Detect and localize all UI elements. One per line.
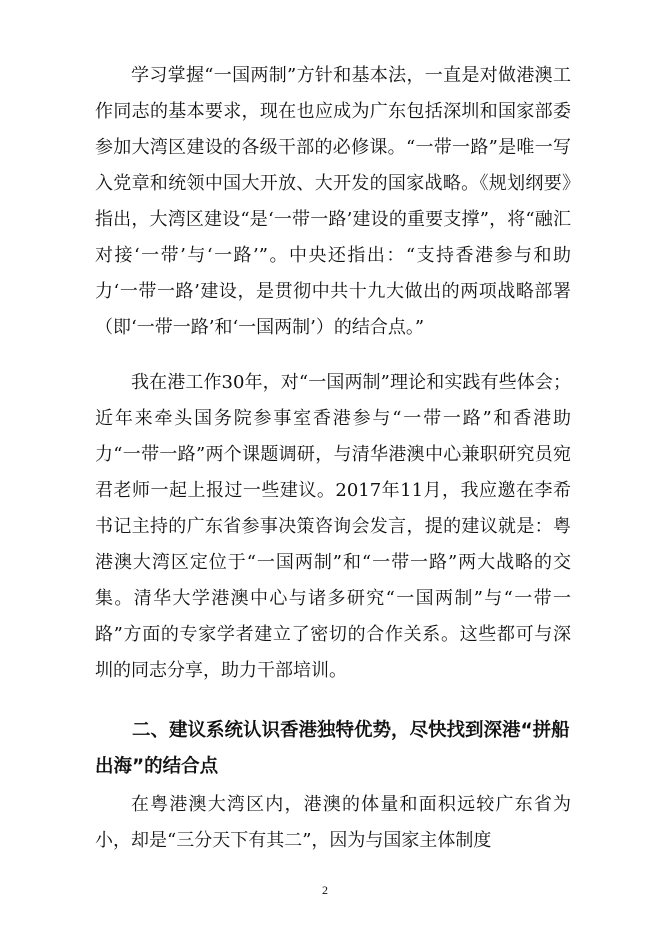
- paragraph-text: 我在港工作30年，对“一国两制”理论和实践有些体会；近年来牵头国务院参事室香港参与“一带一路”和香港助力“一带一路”两个课题调研，与清华港澳中心兼职研究员宛君老师一起上报过一些建议。2017年11月，我应邀在李希书记主持的广东省参事决策咨询会发言，提的建议就是：粤港澳大湾区定位于“一国两制”和“一带一路”两大战略的交集。清华大学港澳中心与诸多研究“一国两制”与“一带一路”方面的专家学者建立了密切的合作关系。这些都可与深圳的同志分享，助力干部培训。: [95, 372, 571, 681]
- page-number: 2: [322, 883, 328, 897]
- paragraph-1: [95, 58, 571, 346]
- paragraph-text: 学习掌握“一国两制”方针和基本法，一直是对做港澳工作同志的基本要求，现在也应成为广东包括深圳和国家部委参加大湾区建设的各级干部的必修课。“一带一路”是唯一写入党章和统领中国大开放、大开发的国家战略。《规划纲要》指出，大湾区建设“是‘一带一路’建设的重要支撑”，将“融汇对接‘一带’与‘一路’”。中央还指出：“支持香港参与和助力‘一带一路’建设，是贯彻中共十九大做出的两项战略部署（即‘一带一路’和‘一国两制’）的结合点。”: [95, 65, 571, 338]
- paragraph-3: [95, 787, 571, 859]
- section-heading: 二、建议系统认识香港独特优势，尽快找到深港“拼船出海”的结合点: [95, 720, 570, 777]
- paragraph-text: 在粤港澳大湾区内，港澳的体量和面积远较广东省为小，却是“三分天下有其二”，因为与国家主体制度: [95, 794, 571, 851]
- paragraph-2: [95, 365, 571, 689]
